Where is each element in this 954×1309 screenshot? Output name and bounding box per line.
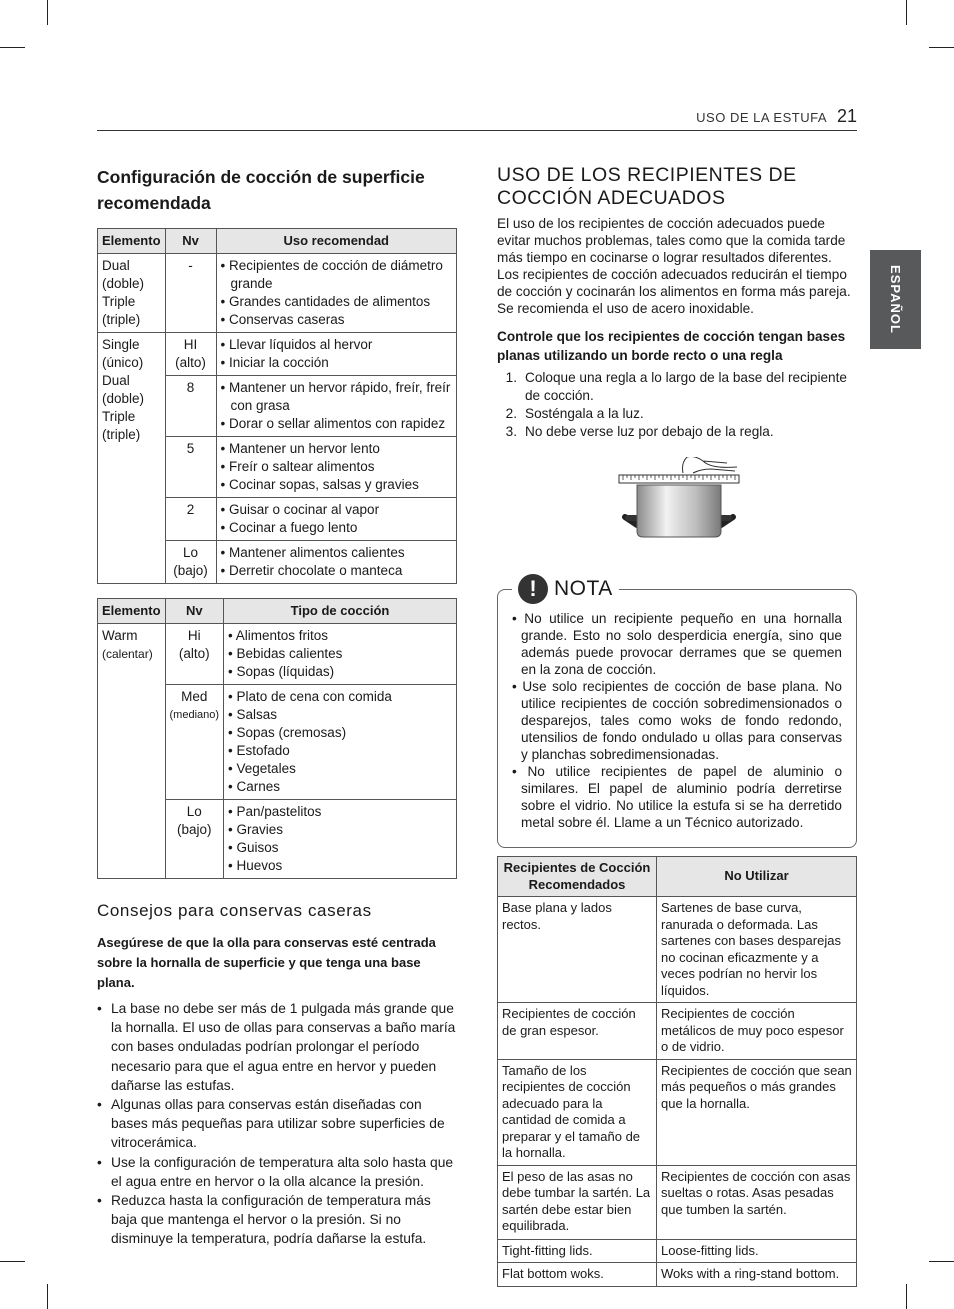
col-header-elemento: Elemento: [98, 229, 166, 254]
types-cell: [224, 800, 457, 879]
list-item: • Vegetales: [228, 761, 296, 776]
list-item: • Cocinar a fuego lento: [220, 520, 358, 535]
table-row: [498, 1165, 857, 1239]
crop-mark: [929, 47, 954, 48]
element-name: Warm: [102, 628, 138, 643]
list-item: • Iniciar la cocción: [220, 355, 329, 370]
list-item: • Derretir chocolate o manteca: [220, 563, 403, 578]
level-cell: [165, 685, 224, 800]
left-column: [97, 164, 457, 1249]
list-item: • Alimentos fritos: [228, 628, 329, 643]
steps-list: [497, 369, 857, 441]
list-item: • Cocinar sopas, salsas y gravies: [220, 477, 419, 492]
recommended-cell: Recipientes de cocción de gran espesor.: [498, 1003, 657, 1060]
col-header-no-utilizar: No Utilizar: [657, 857, 857, 897]
col-header-nv: Nv: [165, 599, 224, 624]
nota-header: [512, 574, 619, 604]
exclamation-icon: !: [518, 574, 548, 604]
list-item: • Plato de cena con comida: [228, 689, 392, 704]
table-row: [98, 333, 457, 376]
list-item: • Huevos: [228, 858, 283, 873]
avoid-cell: Recipientes de cocción metálicos de muy poco espesor o de vidrio.: [657, 1003, 857, 1060]
list-item: • Freír o saltear alimentos: [220, 459, 375, 474]
list-item: • Grandes cantidades de alimentos: [220, 294, 431, 309]
level-cell: 2: [165, 498, 216, 541]
element-cell: [98, 624, 166, 879]
crop-mark: [47, 0, 48, 25]
level-cell: 5: [165, 437, 216, 498]
list-item: • Mantener un hervor rápido, freír, freír con grasa: [220, 380, 451, 413]
list-item: • Mantener alimentos calientes: [220, 545, 405, 560]
table-row: [98, 254, 457, 333]
list-item: • Bebidas calientes: [228, 646, 343, 661]
avoid-cell: Loose-fitting lids.: [657, 1239, 857, 1263]
list-item: • Use la configuración de temperatura alta solo hasta que el agua entre en hervor o la olla alcance la presión.: [97, 1153, 457, 1191]
uses-cell: [216, 333, 456, 376]
crop-mark: [906, 0, 907, 25]
nota-list: [512, 610, 842, 831]
level-cell: Lo (bajo): [165, 541, 216, 584]
recommended-cell: Tamaño de los recipientes de cocción adecuado para la cantidad de comida a preparar y el tamaño de la hornalla.: [498, 1059, 657, 1165]
cooking-type-table: [97, 598, 457, 879]
level-sub: (mediano): [169, 709, 220, 721]
list-item: • Gravies: [228, 822, 284, 837]
step-number: 2.: [505, 406, 517, 421]
list-item: [497, 369, 857, 405]
uses-cell: [216, 541, 456, 584]
element-cell: Dual (doble) Triple (triple): [98, 254, 166, 333]
page-header: [97, 108, 857, 131]
nota-title: NOTA: [554, 577, 613, 600]
level-cell: HI (alto): [165, 333, 216, 376]
recommended-cell: El peso de las asas no debe tumbar la sartén. La sartén debe estar bien equilibrada.: [498, 1165, 657, 1239]
cookware-title: USO DE LOS RECIPIENTES DE COCCIÓN ADECUADOS: [497, 164, 797, 209]
avoid-cell: Woks with a ring-stand bottom.: [657, 1263, 857, 1287]
element-cell: Single (único) Dual (doble) Triple (triple): [98, 333, 166, 584]
right-column: [497, 164, 857, 1287]
list-item: • Conservas caseras: [220, 312, 345, 327]
nota-box: [497, 576, 857, 848]
step-number: 3.: [505, 424, 517, 439]
level-cell: -: [165, 254, 216, 333]
cookware-table: [497, 856, 857, 1287]
list-item: • Sopas (cremosas): [228, 725, 347, 740]
list-item: • Reduzca hasta la configuración de temperatura más baja que mantenga el hervor o la presión. Si no disminuye la temperatura, podría dañarse la estufa.: [97, 1191, 457, 1249]
table-row: [498, 897, 857, 1003]
flat-check-title: Controle que los recipientes de cocción tengan bases planas utilizando un borde recto o una regla: [497, 329, 846, 363]
recommended-cell: Tight-fitting lids.: [498, 1239, 657, 1263]
list-item: • Guisar o cocinar al vapor: [220, 502, 380, 517]
list-item: [497, 405, 857, 423]
types-cell: [224, 624, 457, 685]
list-item: • No utilice un recipiente pequeño en una hornalla grande. Esto no solo desperdicia energía, sino que además puede provocar derrames que se quemen en la zona de cocción.: [512, 611, 842, 677]
language-tab: [870, 250, 921, 349]
col-header-recomendados: Recipientes de Cocción Recomendados: [498, 857, 657, 897]
table-row: [498, 1059, 857, 1165]
list-item: • No utilice recipientes de papel de aluminio o similares. El papel de aluminio podría derretirse sobre el vidrio. No utilice la estufa si se ha derretido metal sobre él. Llame a un Técnico autorizado.: [512, 764, 842, 830]
types-cell: [224, 685, 457, 800]
list-item: • Dorar o sellar alimentos con rapidez: [220, 416, 446, 431]
page-number: 21: [836, 106, 857, 126]
list-item: • Estofado: [228, 743, 290, 758]
recommended-settings-table: [97, 228, 457, 584]
uses-cell: [216, 254, 456, 333]
list-item: • Salsas: [228, 707, 278, 722]
col-header-tipo: Tipo de cocción: [224, 599, 457, 624]
element-sub: (calentar): [102, 647, 153, 661]
level-cell: Lo (bajo): [165, 800, 224, 879]
list-item: • Algunas ollas para conservas están diseñadas con bases más pequeñas para utilizar sobre superficies de vitrocerámica.: [97, 1095, 457, 1153]
col-header-elemento: Elemento: [98, 599, 166, 624]
avoid-cell: Recipientes de cocción que sean más pequeños o más grandes que la hornalla.: [657, 1059, 857, 1165]
table-row: [98, 624, 457, 685]
list-item: • Sopas (líquidas): [228, 664, 335, 679]
settings-title: Configuración de cocción de superficie recomendada: [97, 167, 425, 213]
crop-mark: [929, 1261, 954, 1262]
col-header-nv: Nv: [165, 229, 216, 254]
list-item: • La base no debe ser más de 1 pulgada más grande que la hornalla. El uso de ollas para conservas a baño maría con bases onduladas podrían prolongar el período necesario para que el agua entre en hervor y pueden dañarse las estufas.: [97, 999, 457, 1095]
recommended-cell: Flat bottom woks.: [498, 1263, 657, 1287]
recommended-cell: Base plana y lados rectos.: [498, 897, 657, 1003]
list-item: • Carnes: [228, 779, 281, 794]
list-item: • Guisos: [228, 840, 279, 855]
list-item: • Llevar líquidos al hervor: [220, 337, 373, 352]
crop-mark: [47, 1284, 48, 1309]
canning-title: Consejos para conservas caseras: [97, 901, 372, 920]
level-cell: Hi (alto): [165, 624, 224, 685]
list-item: • Pan/pastelitos: [228, 804, 322, 819]
canning-intro: Asegúrese de que la olla para conservas esté centrada sobre la hornalla de superficie y que tenga una base plana.: [97, 935, 436, 990]
crop-mark: [0, 47, 25, 48]
list-item: • Recipientes de cocción de diámetro grande: [220, 258, 443, 291]
uses-cell: [216, 437, 456, 498]
pot-ruler-icon: [497, 457, 857, 569]
list-item: [497, 423, 857, 441]
table-row: [498, 1003, 857, 1060]
avoid-cell: Recipientes de cocción con asas sueltas o rotas. Asas pesadas que tumben la sartén.: [657, 1165, 857, 1239]
pot-ruler-illustration: [497, 457, 857, 569]
step-text: Coloque una regla a lo largo de la base del recipiente de cocción.: [525, 370, 847, 403]
language-tab-label: ESPAÑOL: [888, 265, 904, 334]
level-cell: 8: [165, 376, 216, 437]
table-row: [498, 1263, 857, 1287]
step-number: 1.: [505, 370, 517, 385]
step-text: No debe verse luz por debajo de la regla.: [525, 424, 774, 439]
crop-mark: [906, 1284, 907, 1309]
crop-mark: [0, 1261, 25, 1262]
col-header-uso: Uso recomendad: [216, 229, 456, 254]
canning-section: [97, 901, 457, 1249]
uses-cell: [216, 376, 456, 437]
level-name: Med: [181, 689, 208, 704]
list-item: • Mantener un hervor lento: [220, 441, 380, 456]
list-item: • Use solo recipientes de cocción de base plana. No utilice recipientes de cocción sobredimensionados o desparejos, tales como woks de fondo redondo, utensilios de fondo ondulado u ollas para conservas y planchas sobredimensionadas.: [512, 679, 842, 762]
cookware-intro: El uso de los recipientes de cocción adecuados puede evitar muchos problemas, tales como que la comida tarde más tiempo en cocinarse o lograr resultados diferentes. Los recipientes de cocción adecuados reducirán el tiempo de cocción y cocinarán los alimentos en forma más pareja. Se recomienda el uso de acero inoxidable.: [497, 216, 851, 316]
uses-cell: [216, 498, 456, 541]
table-row: [498, 1239, 857, 1263]
header-section-title: USO DE LA ESTUFA: [696, 110, 827, 125]
avoid-cell: Sartenes de base curva, ranurada o deformada. Las sartenes con bases desparejas no cocinan eficazmente y a veces podrían no hervir los líquidos.: [657, 897, 857, 1003]
step-text: Sosténgala a la luz.: [525, 406, 644, 421]
canning-list: [97, 999, 457, 1249]
